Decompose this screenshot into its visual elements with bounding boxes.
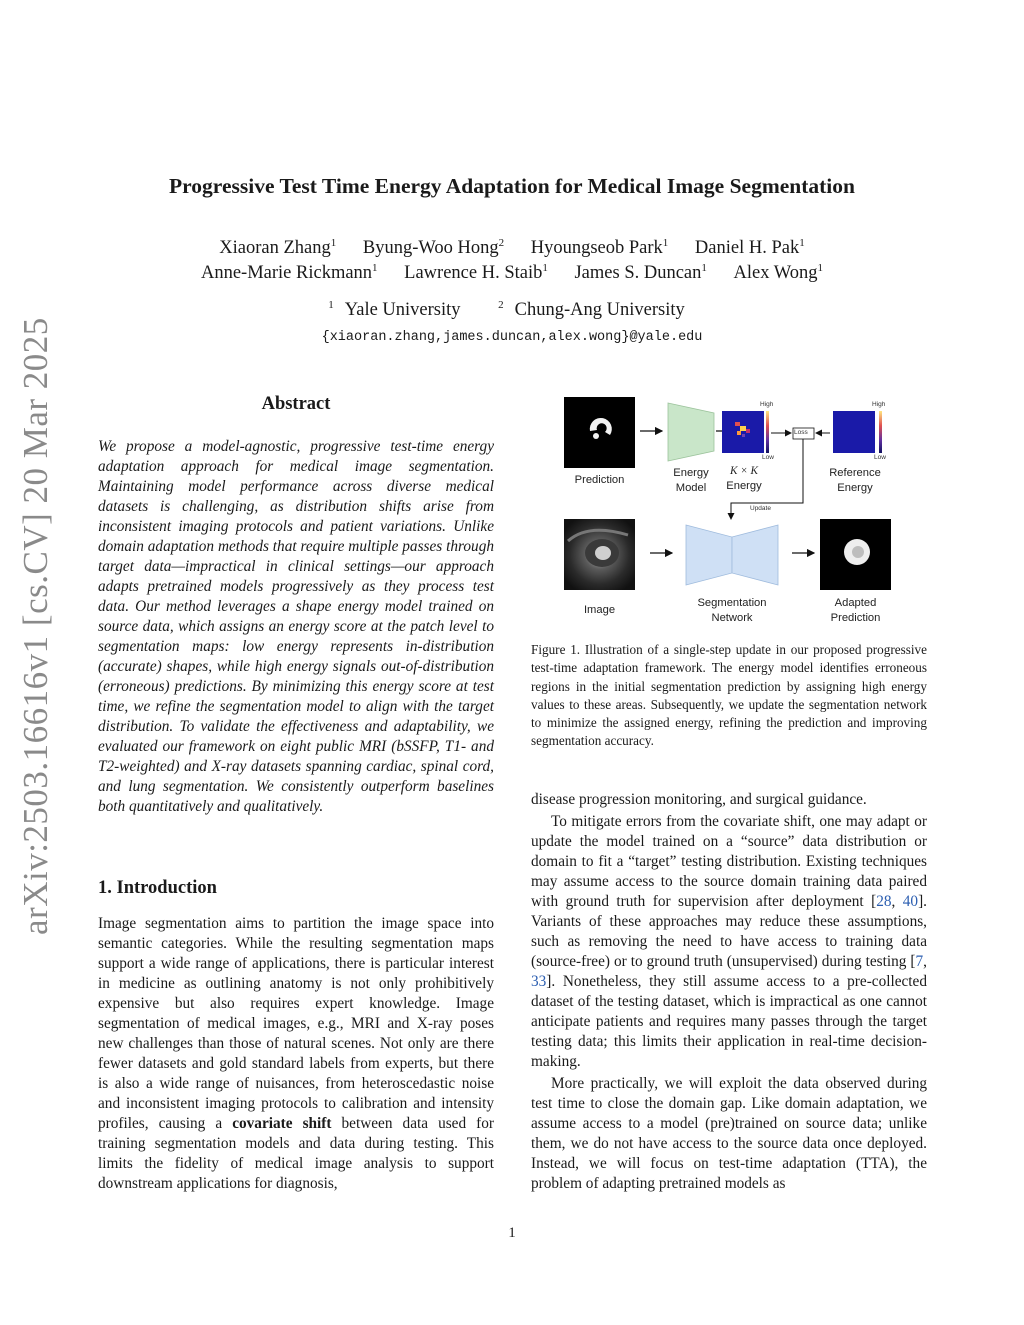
paragraph: To mitigate errors from the covariate shift, one may adapt or update the model trained on a “source” data distribution or domain to fit a “target” testing distribution. Existing techniques may assume access to the source domain training data paired with ground truth for supervision after deployment [28, 40]. Variants of these approaches may reduce these assumptions, such as removing the need to have access to training data (source-free) or to ground truth (unsupervised) during testing [7, 33]. Nonetheless, they still assume access to a pre-collected dataset of the testing dataset, which is impractical as one cannot anticipate patients and requires many passes through the target testing data; this limits their application in real-time decision-making. bbox=[531, 813, 927, 1070]
right-column-text bbox=[531, 790, 927, 1194]
figure-label-kxk-energy: K × K Energy bbox=[726, 465, 762, 492]
citation-link[interactable]: 7 bbox=[915, 953, 924, 970]
figure-1-caption: Figure 1. Illustration of a single-step update in our proposed progressive test-time adaptation framework. The energy model identifies erroneous regions in the initial segmentation prediction by assigning high energy values to these areas. Subsequently, we update the segmentation network to minimize the assigned energy, refining the prediction and improving segmentation accuracy. bbox=[531, 642, 927, 749]
author: Alex Wong$^1$ bbox=[733, 262, 824, 283]
abstract-heading: Abstract bbox=[261, 394, 331, 414]
introduction-text: Image segmentation aims to partition the image space into semantic categories. While the resulting segmentation maps support a wide range of applications, there is particular interest in medicine as outlining anatomy is not only prohibitively expensive but also requires expert knowledge. Image segmentation of medical images, e.g., MRI and X-ray poses new challenges than those of natural scenes. Not only are there fewer datasets and gold standard labels from experts, but there is also a wide range of nuisances, from heteroscedastic noise and inconsistent imaging protocols to calibration and intensity profiles, causing a covariate shift between data used for training segmentation models and data during testing. This limits the fidelity of medical image analysis to support downstream applications for diagnosis, bbox=[98, 915, 494, 1192]
figure-diagram bbox=[530, 393, 930, 628]
author: Lawrence H. Staib$^1$ bbox=[404, 262, 548, 283]
update-label: Update bbox=[750, 505, 771, 512]
figure-label-reference-energy: Reference Energy bbox=[829, 467, 881, 494]
author: Hyoungseob Park$^1$ bbox=[530, 237, 669, 258]
figure-label-image: Image bbox=[583, 604, 616, 616]
page-number: 1 bbox=[508, 1225, 516, 1241]
loss-label: Loss bbox=[794, 429, 808, 436]
colorbar-low-label: Low bbox=[762, 454, 774, 461]
energy-model-block bbox=[668, 403, 714, 461]
author: Xiaoran Zhang$^1$ bbox=[219, 237, 337, 258]
paragraph: disease progression monitoring, and surgical guidance. bbox=[531, 791, 867, 808]
author: Anne-Marie Rickmann$^1$ bbox=[200, 262, 378, 283]
figure-label-adapted-prediction: Adapted Prediction bbox=[830, 597, 881, 624]
keyword-covariate-shift: covariate shift bbox=[232, 1115, 332, 1132]
segmentation-network-block bbox=[686, 525, 732, 585]
figure-1 bbox=[530, 393, 930, 628]
prediction-image bbox=[564, 397, 635, 468]
colorbar-low-label: Low bbox=[874, 454, 886, 461]
figure-label-prediction: Prediction bbox=[574, 474, 625, 486]
figure-label-segmentation-network: Segmentation Network bbox=[697, 597, 767, 624]
author-row-2 bbox=[0, 263, 1024, 284]
affiliations bbox=[0, 300, 1024, 321]
energy-heatmap bbox=[722, 411, 764, 453]
citation-link[interactable]: 28 bbox=[876, 893, 892, 910]
affiliation: $^1$ Yale University bbox=[328, 299, 461, 320]
colorbar-high-label: High bbox=[872, 401, 886, 408]
arxiv-stamp: arXiv:2503.16616v1 [cs.CV] 20 Mar 2025 bbox=[16, 317, 55, 935]
author-email[interactable]: {xiaoran.zhang,james.duncan,alex.wong}@yale.edu bbox=[321, 330, 703, 345]
colorbar-high-label: High bbox=[760, 401, 774, 408]
author-row-1 bbox=[0, 238, 1024, 259]
reference-energy-map bbox=[833, 411, 875, 453]
affiliation: $^2$ Chung-Ang University bbox=[498, 299, 685, 320]
section-heading-introduction: 1. Introduction bbox=[98, 878, 217, 898]
author: James S. Duncan$^1$ bbox=[574, 262, 707, 283]
abstract-text: We propose a model-agnostic, progressive test-time energy adaptation approach for medical image segmentation. Maintaining model performance across diverse medical datasets is challenging, as distribution shifts arise from inconsistent imaging protocols and patient variations. Unlike domain adaptation methods that require multiple passes through target data—impractical in clinical settings—our approach adapts pretrained models progressively as they process test data. Our method leverages a shape energy model trained on source data, which assigns an energy score at the patch level to segmentation maps: low energy represents in-distribution (accurate) shapes, while high energy signals out-of-distribution (erroneous) predictions. By minimizing this energy score at test time, we refine the segmentation model to align with the target distribution. To validate the effectiveness and adaptability, we evaluated our framework on eight public MRI (bSSFP, T1- and T2-weighted) and X-ray datasets spanning cardiac, spinal cord, and lung segmentation. We consistently outperform baselines both quantitatively and qualitatively. bbox=[98, 438, 494, 815]
author: Byung-Woo Hong$^2$ bbox=[362, 237, 505, 258]
citation-link[interactable]: 40 bbox=[902, 893, 919, 910]
paper-title: Progressive Test Time Energy Adaptation for Medical Image Segmentation bbox=[169, 174, 855, 198]
citation-link[interactable]: 33 bbox=[531, 973, 547, 990]
paragraph: More practically, we will exploit the data observed during test time to close the domain gap. Like domain adaptation, we assume access to a model (pre)trained on source data; unlike them, we do not have access to the source data once deployed. Instead, we will focus on test-time adaptation (TTA), the problem of adapting pretrained models as bbox=[531, 1075, 927, 1192]
figure-label-energy-model: Energy Model bbox=[673, 467, 709, 494]
author: Daniel H. Pak$^1$ bbox=[694, 237, 805, 258]
